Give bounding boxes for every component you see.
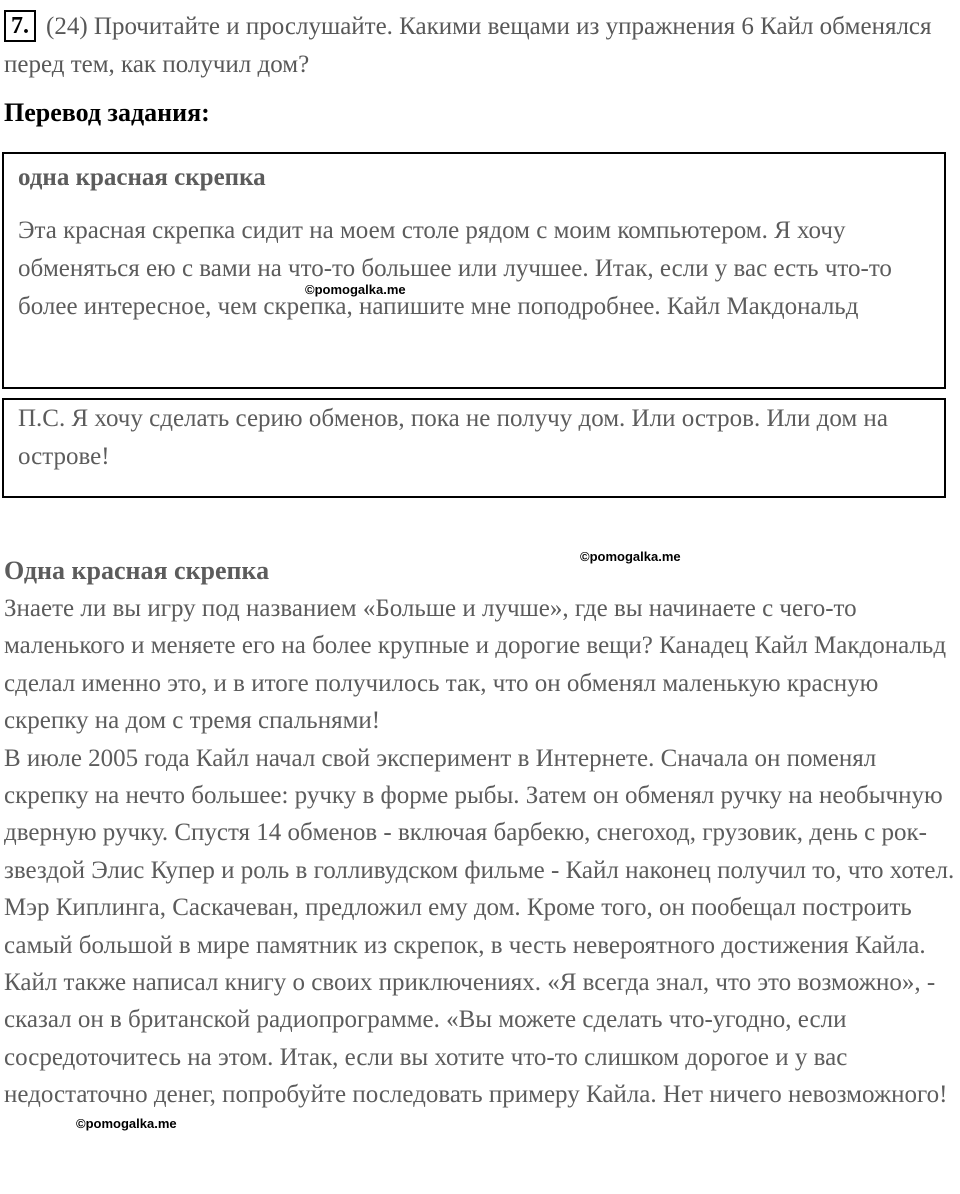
- watermark: ©pomogalka.me: [305, 282, 406, 297]
- article-body: [4, 590, 960, 1114]
- article-paragraph: Кайл также написал книгу о своих приключениях. «Я всегда знал, что это возможно», - сказал он в британской радиопрограмме. «Вы можете сделать что-угодно, если сосредоточитесь на этом. Итак, если вы хотите что-то слишком дорогое и у вас недостаточно денег, попробуйте последовать примеру Кайла. Нет ничего невозможного!: [4, 969, 948, 1109]
- postscript-box: [2, 398, 946, 498]
- watermark: ©pomogalka.me: [580, 549, 681, 564]
- task-number: 7.: [4, 10, 36, 42]
- translation-heading: Перевод задания:: [4, 98, 210, 127]
- watermark: ©pomogalka.me: [76, 1116, 177, 1131]
- article-paragraph: В июле 2005 года Кайл начал свой эксперимент в Интернете. Сначала он поменял скрепку на нечто большее: ручку в форме рыбы. Затем он обменял ручку на необычную дверную ручку. Спустя 14 обменов - включая барбекю, снегоход, грузовик, день с рок-звездой Элис Купер и роль в голливудском фильме - Кайл наконец получил то, что хотел. Мэр Киплинга, Саскачеван, предложил ему дом. Кроме того, он пообещал построить самый большой в мире памятник из скрепок, в честь невероятного достижения Кайла.: [4, 744, 955, 959]
- task-text: (24) Прочитайте и прослушайте. Какими вещами из упражнения 6 Кайл обменялся перед тем, как получил дом?: [4, 13, 932, 78]
- article-paragraph: Знаете ли вы игру под названием «Больше и лучше», где вы начинаете с чего-то маленького и меняете его на более крупные и дорогие вещи? Канадец Кайл Макдональд сделал именно это, и в итоге получилось так, что он обменял маленькую красную скрепку на дом с тремя спальнями!: [4, 595, 947, 735]
- note-text: Эта красная скрепка сидит на моем столе рядом с моим компьютером. Я хочу обменяться ею с вами на что-то большее или лучшее. Итак, если у вас есть что-то более интересное, чем скрепка, напишите мне поподробнее. Кайл Макдональд: [18, 217, 892, 320]
- note-title: одна красная скрепка: [18, 164, 266, 191]
- article-title: Одна красная скрепка: [4, 556, 270, 585]
- postscript-text: П.С. Я хочу сделать серию обменов, пока не получу дом. Или остров. Или дом на острове!: [18, 405, 888, 470]
- task-statement: [4, 8, 954, 84]
- note-box: [2, 152, 946, 389]
